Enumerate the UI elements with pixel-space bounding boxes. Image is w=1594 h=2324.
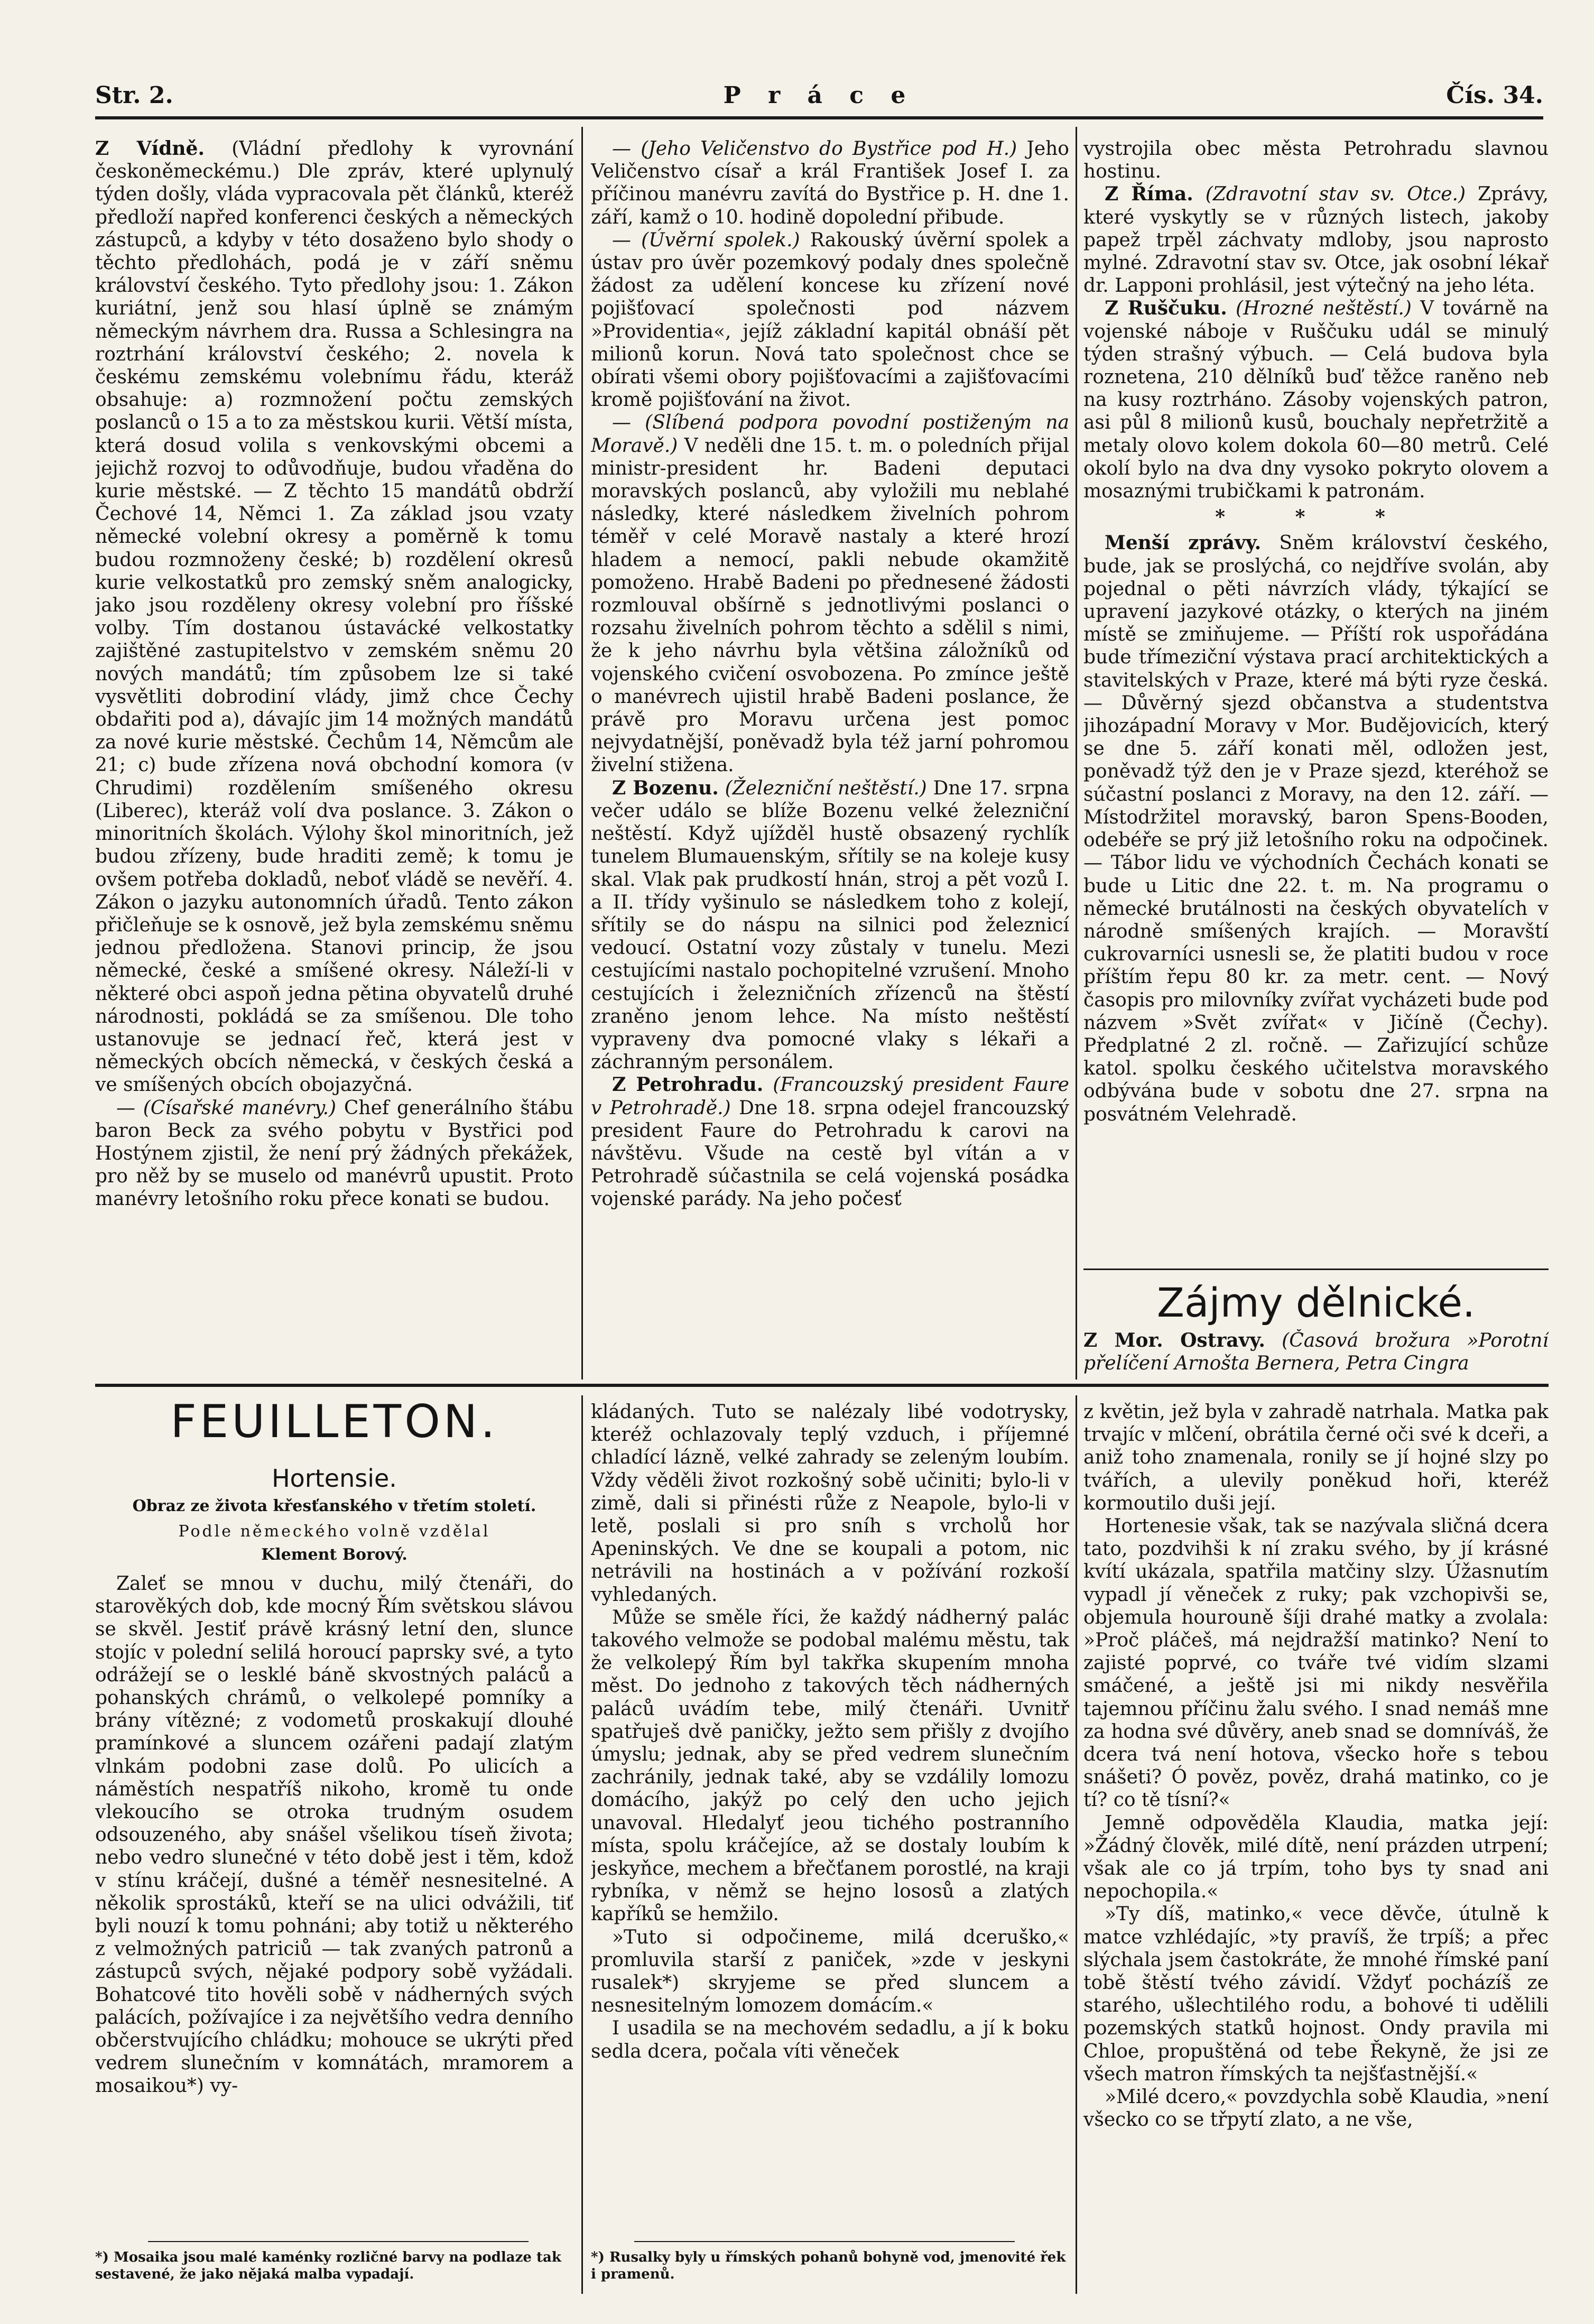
footnote-mosaic: *) Mosaika jsou malé kaménky rozličné barvy na podlaze tak sestavené, že jako nějaká malba vypadají. bbox=[95, 2249, 561, 2282]
story-author: Klement Borový. bbox=[261, 1545, 407, 1564]
header-rule bbox=[95, 116, 1543, 119]
news-column-3 bbox=[1083, 137, 1549, 1274]
ruscuk-article: Z Ruščuku. (Hrozné neštěstí.) V továrně na vojenské náboje v Ruščuku udál se minulý týden strašný výbuch. — Celá budova byla roznetena, 210 dělníků buď těžce raněno neb na kusy roztrháno. Zásoby vojenských patron, asi půl 8 milionů kusů, bouchaly nepřetržitě a metaly olovo kolem dokola 60—80 metrů. Celé okolí bylo na dva dny vysoko pokryto olovem a mosaznými trubičkami k patronám. bbox=[1083, 297, 1549, 503]
zajmy-rule bbox=[1083, 1269, 1549, 1270]
feuilleton-column-1: Zaleť se mnou v duchu, milý čtenáři, do starověkých dob, kde mocný Řím světskou slávou se skvěl. Jestiť právě krásný letní den, slunce stojíc v polední selilá horoucí paprsky své, a tyto odrážejí se o lesklé báně skvostných paláců a pohanských chrámů, o velkolepé pomníky a brány vítězné; z vodometů proskakují dlouhé pramínkové a sluncem ozářeni padají zlatým vlnkám podobni zase dolů. Po ulicích a náměstích nespatříš nikoho, kromě tu onde vlekoucího se otroka trudným osudem odsouzeného, aby snášel všelikou tíseň života; nebo vedro slunečné v této době jest i těm, kdož v stínu kráčejí, dušné a téměř nesnesitelné. A několik sprostáků, kteří se na ulici odvážili, tiť byli nouzí k tomu pohnáni; aby totiž u některého z velmožných patriciů — tak zvaných patronů a zástupců svých, nějaké podpory sobě vyžádali. Bohatcové tito hověli sobě v nádherných svých palácích, požívajíce i za největšího vedra denního občerstvujícího chládku; mohouce se ukrýti před vedrem slunečním v komnátách, mramorem a mosaikou*) vy- bbox=[95, 1573, 573, 2097]
page-header bbox=[95, 82, 1543, 114]
flood-aid-article: — (Slíbená podpora povodní postiženým na Moravě.) V neděli dne 15. t. m. o poledních přijal ministr-president hr. Badeni deputaci moravských poslanců, aby vyložili mu neblahé následky, které následkem živelních pohrom téměř v celé Moravě nastaly a které hrozí hladem a nemocí, pakli nebude okamžitě pomoženo. Hrabě Badeni po přednesené žádosti rozmlouval obšírně s jednotlivými poslanci o rozsahu živelních pohrom těchto a sdělil s nimi, že k jeho návrhu byla většina záložníků od vojenského cvičení osvobozena. Po zmínce ještě o manévrech ujistil hrabě Badeni poslance, že právě pro Moravu určena jest pomoc nejvydatnější, poněvadž byla též jarní pohromou živelní stižena. bbox=[591, 412, 1069, 776]
feuilleton-column-2: kládaných. Tuto se nalézaly libé vodotrysky, kteréž ochlazovaly teplý vzduch, i příjemné chladící lázně, velké zahrady se zeleným loubím. Vždy věděli život rozkošný sobě učiniti; bylo-li v zimě, dali si přinésti růže z Neapole, bylo-li v letě, poslali si pro sníh s vrcholů hor Apeninských. Ve dne se koupali a potom, nic netrávili na hostinách a v požívání rozkoší vyhledaných. Může se směle říci, že každý nádherný palác takového velmože se podobal malému městu, tak že velkolepý Řím byl takřka skupením mnoha měst. Do jednoho z takových těch nádherných paláců uvádím tebe, milý čtenáři. Uvnitř spatřuješ dvě paničky, ježto sem přišly z dvojího úmyslu; jednak, aby se před vedrem slunečním zachránily, jednak také, aby se vzdálily lomozu domácího, jakýž po celý den ucho jejich unavoval. Hledalyť jeou tichého postranního místa, spolu kráčejíce, až se dostaly loubím k jeskyňce, mechem a břečťanem porostlé, na kraji rybníka, v němž se hejno lososů a zlatých kapříků se hemžilo. »Tuto si odpočineme, milá dceruško,« promluvila starší z paniček, »zde v jeskyni rusalek*) skryjeme se před sluncem a nesnesitelným lomozem domácím.« I usadila se na mechovém sedadlu, a jí k boku sedla dcera, počala víti věneček bbox=[591, 1401, 1069, 2062]
news-column-1 bbox=[95, 137, 573, 1369]
column-rule-1 bbox=[581, 127, 583, 1379]
bozen-article: Z Bozenu. (Železniční neštěstí.) Dne 17. srpna večer událo se blíže Bozenu velké železniční neštěstí. Když ujížděl hustě obsazený rychlík tunelem Blumauenským, sřítily se na koleje kusy skal. Vlak pak prudkostí hnán, stroj a pět vozů I. a II. třídy vyšinulo se následkem toho z kolejí, sřítily se do náspu na silnici pod železnicí vedoucí. Ostatní vozy zůstaly v tunelu. Mezi cestujícími nastalo pochopitelné vzrušení. Mnoho cestujících i železničních zřízenců na štěstí zraněno jenom lehce. Na místo neštěstí vypraveny dva pomocné vlaky s lékaři a záchranným personálem. bbox=[591, 776, 1069, 1073]
rome-article: Z Říma. (Zdravotní stav sv. Otce.) Zprávy, které vyskytly se v různých listech, jakoby papež trpěl záchvaty mdloby, jsou naprosto mylné. Zdravotní stav sv. Otce, jak osobní lékař dr. Lapponi prohlásil, jest výtečný na jeho léta. bbox=[1083, 183, 1549, 297]
story-title: Hortensie. bbox=[272, 1464, 397, 1493]
section-stars: * * * bbox=[1215, 506, 1417, 529]
manoeuvres-article: — (Císařské manévry.) Chef generálního štábu baron Beck za svého pobytu v Bystřici pod Hostýnem zjistil, že není prý žádných překážek, pro něž by se muselo od manévrů upustit. Proto manévry letošního roku přece konati se budou. bbox=[95, 1097, 573, 1210]
credit-article: — (Úvěrní spolek.) Rakouský úvěrní spolek a ústav pro úvěr pozemkový podaly dnes společně žádost za udělení koncese ku zřízení nové pojišťovací společnosti pod názvem »Providentia«, jejíž základní kapitál obnáší pět milionů korun. Nová tato společnost chce se obírati všemi obory pojišťovacími a zajišťovacími kromě pojišťování na život. bbox=[591, 229, 1069, 411]
feuilleton-rule bbox=[95, 1384, 1549, 1387]
footnote-rusalky: *) Rusalky byly u římských pohanů bohyně vod, jmenovité řek i pramenů. bbox=[591, 2249, 1066, 2282]
column-rule-3 bbox=[581, 1395, 583, 2294]
petersburg-article: Z Petrohradu. (Francouzský president Faure v Petrohradě.) Dne 18. srpna odejel francouzský president Faure do Petrohradu k carovi na návštěvu. Všude na cestě byl vítán a v Petrohradě súčastnila se celá vojenská posádka vojenské parády. Na jeho počesť bbox=[591, 1073, 1069, 1210]
workers-section-title: Zájmy dělnické. bbox=[1156, 1279, 1476, 1326]
emperor-article: — (Jeho Veličenstvo do Bystřice pod H.) Jeho Veličenstvo císař a král František Josef I. za příčinou manévru zavítá do Bystřice p. H. dne 1. září, kamž o 10. hodině dopolední přibude. bbox=[591, 138, 1069, 228]
issue-number: Čís. 34. bbox=[1446, 82, 1543, 109]
petersburg-continued: vystrojila obec města Petrohradu slavnou hostinu. bbox=[1083, 138, 1549, 183]
feuilleton-column-3: z květin, jež byla v zahradě natrhala. Matka pak trvajíc v mlčení, obrátila černé oči své k dceři, a aniž toho znamenala, ronily se jí hojné slzy po tvářích, a ulevily poněkud hoři, kteréž kormoutilo duši její. Hortenesie však, tak se nazývala sličná dcera tato, pozdvihši k ní zraku svého, by jí krásné kvítí ukázala, spatřila matčiny slzy. Úžasnutím vypadl jí věneček z ruky; pak vzchopivši se, objemula hourouně šíji drahé matky a zvolala: »Proč pláčeš, má nejdražší matinko? Není to zajisté poprvé, co tváře tvé vidím slzami smáčené, a ještě jsi mi nikdy nesvěřila tajemnou příčinu žalu svého. I snad nemáš mne za hodna své důvěry, aneb snad se domníváš, že dcera tvá není hotova, všecko hoře s tebou snášeti? Ó pověz, pověz, drahá matinko, co je tí? co tě tísní?« Jemně odpověděla Klaudia, matka její: »Žádný člověk, milé dítě, není prázden utrpení; však ale co já trpím, toho bys ty snad ani nepochopila.« »Ty díš, matinko,« vece děvče, útulně k matce vzhlédajíc, »ty pravíš, že trpíš; a přec slýchala jsem častokráte, že mnohé římské paní tobě štěstí tvého závidí. Vždyť pocházíš ze starého, ušlechtilého rodu, a bohové ti udělili pozemských statků hojnost. Ondy pravila mi Chloe, propuštěná od tebe Řekyně, že jsi ze všech matron římských ta nejšťastnější.« »Milé dcero,« povzdychla sobě Klaudia, »není všecko co se třpytí zlato, a ne vše, bbox=[1083, 1401, 1549, 2131]
column-rule-2 bbox=[1076, 127, 1077, 1379]
page-number: Str. 2. bbox=[95, 82, 173, 109]
vienna-article: Z Vídně. (Vládní předlohy k vyrovnání českoněmeckému.) Dle zpráv, které uplynulý týden došly, vláda vypracovala pět článků, kteréž předloží napřed konferenci českých a německých zástupců, a kdyby v této dosaženo bylo shody o těchto předlohách, podá je v září sněmu království českého. Tyto předlohy jsou: 1. Zákon kuriátní, jenž sou hlasí úplně se známým německým návrhem dra. Russa a Schlesingra na roztrhání království českého; 2. novela k českému zemskému volebnímu řádu, kteráž obsahuje: a) rozmnožení počtu zemských poslanců o 15 a to za městskou kurii. Větší místa, která dosud volila s venkovskými obcemi a jejichž rozvoj to odůvodňuje, budou vřaděna do kurie městské. — Z těchto 15 mandátů obdrží Čechové 14, Němci 1. Za základ jsou vzaty německé volební okresy a poměrně k tomu budou rozmnoženy české; b) rozdělení okresů kurie velkostatků pro zemský sněm analogicky, jako jsou rozděleny okresy volební pro říšské volby. Tím dostanou ústavácké velkostatky zajištěné zastupitelstvo v zemském sněmu 20 nových mandátů; tím způsobem lze si také vysvětliti dobrodiní vlády, jimž chce Čechy obdařiti pod a), dávajíc jim 14 možných mandátů za nové kurie městské. Čechům 14, Němcům ale 21; c) bude zřízena nová obchodní komora (v Chrudimi) rozdělením smíšeného okresu (Liberec), kteráž volí dva poslance. 3. Zákon o minoritních školách. Výlohy škol minoritních, jež budou zřízeny, bude hraditi země; k tomu je ovšem potřeba dokladů, neboť vládě se nevěří. 4. Zákon o jazyku autonomních úřadů. Tento zákon přičleňuje se k osnově, jež byla zemskému sněmu jednou předložena. Stanovi princip, že jsou německé, české a smíšené okresy. Náleží-li v některé obci aspoň jedna pětina obyvatelů druhé národnosti, pokládá se za smíšenou. Dle toho ustanovuje se jednací řeč, která jest v německých obcích německá, v českých česká a ve smíšených obcích obojazyčná. bbox=[95, 137, 573, 1096]
footnote-rule-1 bbox=[148, 2241, 529, 2242]
column-rule-4 bbox=[1076, 1395, 1077, 2294]
minor-news: Menší zprávy. Sněm království českého, bude, jak se proslýchá, co nejdříve svolán, aby pojednal o pěti návrzích vlády, týkající se upravení jazykové otázky, o kterých na jiném místě se zmiňujeme. — Příští rok uspořádána bude třímeziční výstava prací architektických a stavitelských v Praze, které má býti ryze česká. — Důvěrný sjezd občanstva a studentstva jihozápadní Moravy v Mor. Budějovicích, který se dne 5. září konati měl, odložen jest, poněvadž týž den je v Praze sjezd, kteréhož se súčastní poslanci z Moravy, na den 12. září. — Místodržitel moravský, baron Spens-Booden, odebéře se prý již letošního roku na odpočinek. — Tábor lidu ve východních Čechách konati se bude u Litic dne 22. t. m. Na programu o německé brutálnosti na českých obyvatelích v národně smíšených krajích. — Moravští cukrovarníci usnesli se, že platiti budou v roce příštím řepu 80 kr. za metr. cent. — Nový časopis pro milovníky zvířat vycházeti bude pod názvem »Svět zvířat« v Jičíně (Čechy). Předplatné 2 zl. ročně. — Zařizující schůze katol. spolku českého učitelstva moravského odbývána bude v sobotu dne 27. srpna na posvátném Velehradě. bbox=[1083, 532, 1549, 1125]
story-adapted: Podle německého volně vzdělal bbox=[178, 1522, 490, 1541]
feuilleton-title: FEUILLETON. bbox=[170, 1395, 498, 1448]
footnote-rule-2 bbox=[634, 2241, 1015, 2242]
workers-intro: Z Mor. Ostravy. (Časová brožura »Porotní přelíčení Arnošta Bernera, Petra Cingra bbox=[1083, 1329, 1549, 1375]
story-subtitle: Obraz ze života křesťanského v třetím století. bbox=[132, 1497, 536, 1515]
news-column-2 bbox=[591, 137, 1069, 1369]
masthead-title: P r á c e bbox=[723, 82, 915, 109]
